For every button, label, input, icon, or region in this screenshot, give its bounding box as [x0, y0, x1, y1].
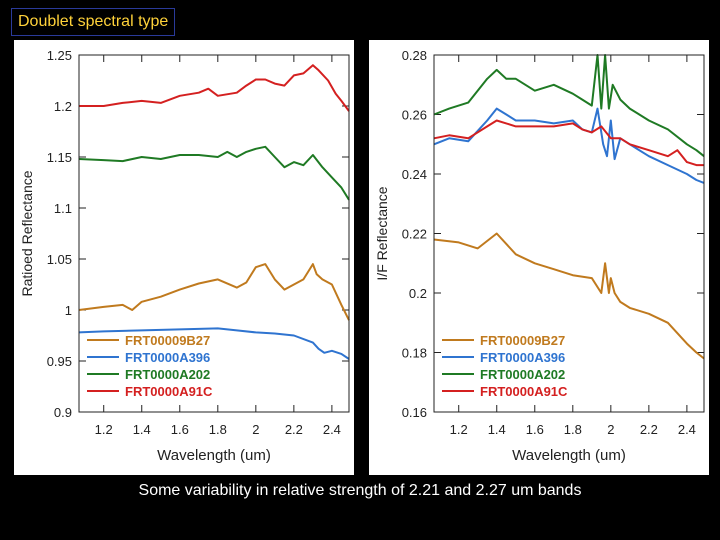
series-line-frt0000a396: [79, 328, 349, 359]
y-tick-label: 1: [64, 303, 72, 318]
y-tick-label: 1.05: [46, 252, 72, 267]
x-tick-label: 2: [607, 422, 615, 437]
legend-label: FRT0000A91C: [480, 384, 568, 399]
series-line-frt0000a396: [434, 109, 704, 183]
x-axis-label: Wavelength (um): [157, 447, 271, 464]
plot-frame: [434, 55, 704, 412]
legend-label: FRT0000A202: [125, 367, 211, 382]
ratioed-reflectance-chart: [14, 40, 354, 475]
y-tick-label: 0.22: [401, 226, 427, 242]
x-tick-label: 1.2: [449, 422, 468, 437]
chart-panel-if: [369, 40, 709, 475]
legend-label: FRT0000A396: [480, 350, 566, 365]
slide-caption: Some variability in relative strength of 2.21 and 2.27 um bands: [138, 482, 582, 499]
y-tick-label: 1.25: [46, 48, 72, 63]
x-axis-label: Wavelength (um): [512, 447, 626, 464]
x-tick-label: 2.4: [677, 422, 696, 437]
x-tick-label: 2.2: [639, 422, 658, 437]
plot-frame: [79, 55, 349, 412]
chart-panel-ratioed: [14, 40, 354, 475]
x-tick-label: 1.8: [208, 422, 227, 437]
series-line-frt00009b27: [434, 234, 704, 359]
y-tick-label: 0.16: [401, 405, 427, 420]
y-tick-label: 1.2: [53, 99, 72, 114]
x-tick-label: 1.2: [94, 422, 113, 437]
x-tick-label: 1.4: [487, 422, 506, 437]
y-tick-label: 0.18: [401, 345, 427, 361]
x-tick-label: 1.6: [525, 422, 544, 437]
legend-label: FRT0000A396: [125, 350, 211, 365]
y-axis-label: I/F Reflectance: [374, 186, 390, 281]
y-tick-label: 0.24: [401, 167, 427, 182]
legend-label: FRT00009B27: [480, 333, 566, 348]
series-line-frt00009b27: [79, 264, 349, 320]
y-tick-label: 0.28: [401, 48, 427, 63]
slide-title: Doublet spectral type: [11, 8, 175, 36]
series-line-frt0000a202: [434, 55, 704, 156]
x-tick-label: 1.4: [132, 422, 151, 437]
y-tick-label: 1.1: [53, 201, 72, 216]
legend-label: FRT00009B27: [125, 333, 211, 348]
x-tick-label: 2.4: [322, 422, 341, 437]
if-reflectance-chart: [369, 40, 709, 475]
series-line-frt0000a91c: [79, 65, 349, 111]
legend-label: FRT0000A91C: [125, 384, 213, 399]
y-tick-label: 0.95: [46, 354, 72, 369]
y-tick-label: 1.15: [46, 150, 72, 165]
x-tick-label: 1.6: [170, 422, 189, 437]
x-tick-label: 2.2: [284, 422, 303, 437]
y-tick-label: 0.2: [408, 286, 427, 301]
y-tick-label: 0.26: [401, 107, 427, 123]
series-line-frt0000a202: [79, 147, 349, 200]
x-tick-label: 2: [252, 422, 260, 437]
y-axis-label: Ratioed Reflectance: [19, 170, 35, 297]
legend-label: FRT0000A202: [480, 367, 566, 382]
x-tick-label: 1.8: [563, 422, 582, 437]
y-tick-label: 0.9: [53, 405, 72, 420]
